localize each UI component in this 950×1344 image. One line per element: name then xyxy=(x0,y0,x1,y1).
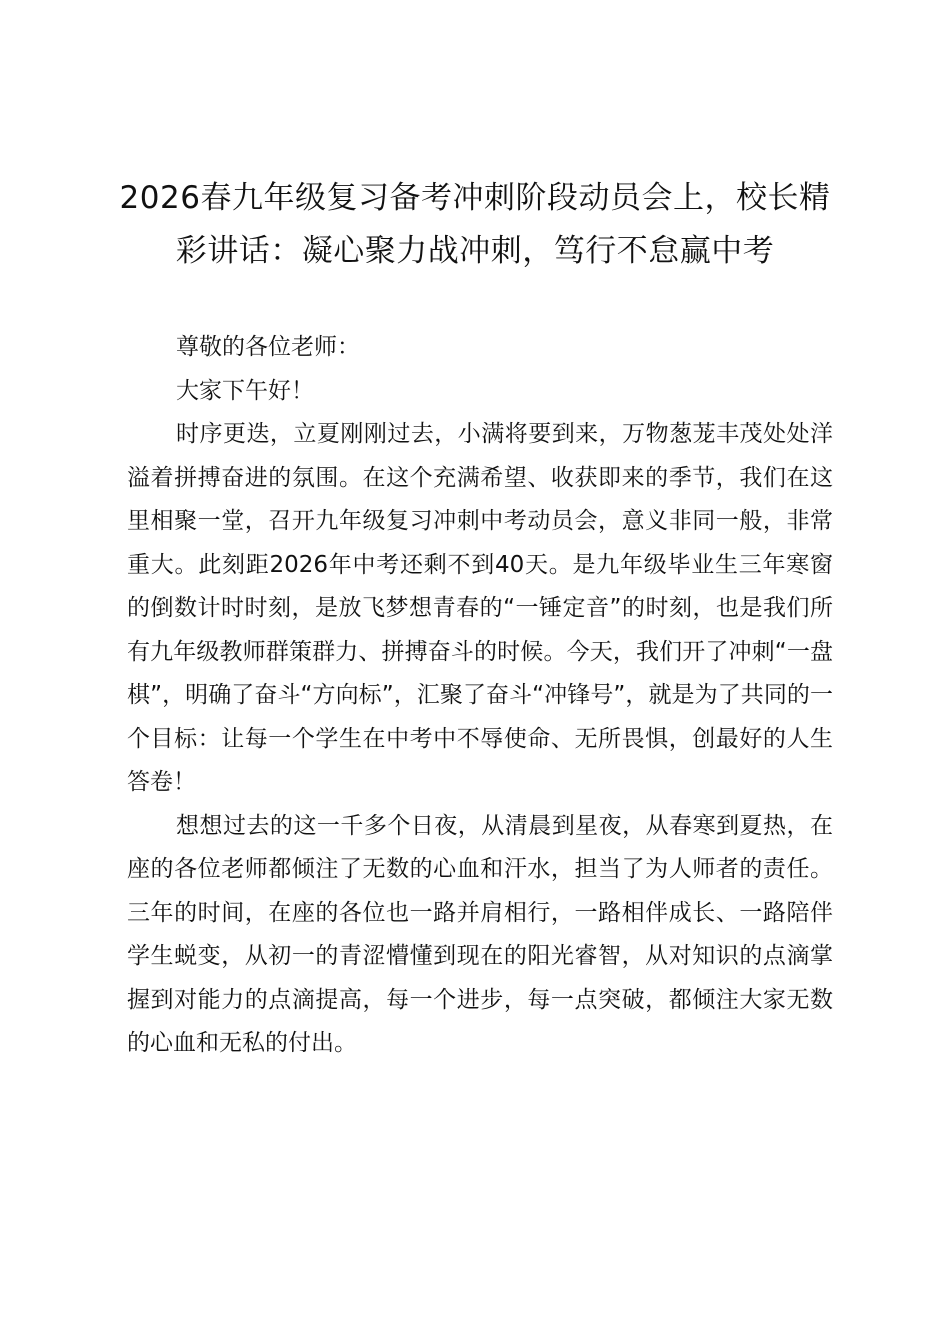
document-body xyxy=(127,326,833,1066)
document-title: 2026春九年级复习备考冲刺阶段动员会上，校长精彩讲话：凝心聚力战冲刺，笃行不怠赢中考 xyxy=(119,180,831,269)
paragraph: 想想过去的这一千多个日夜，从清晨到星夜，从春寒到夏热，在座的各位老师都倾注了无数的心血和汗水，担当了为人师者的责任。三年的时间，在座的各位也一路并肩相行，一路相伴成长、一路陪伴学生蜕变，从初一的青涩懵懂到现在的阳光睿智，从对知识的点滴掌握到对能力的点滴提高，每一个进步，每一点突破，都倾注大家无数的心血和无私的付出。 xyxy=(127,812,833,1056)
salutation: 尊敬的各位老师： xyxy=(176,334,360,360)
greeting: 大家下午好！ xyxy=(176,377,314,404)
paragraph: 时序更迭，立夏刚刚过去，小满将要到来，万物葱茏丰茂处处洋溢着拼搏奋进的氛围。在这个充满希望、收获即来的季节，我们在这里相聚一堂，召开九年级复习冲刺中考动员会，意义非同一般，非常重大。此刻距2026年中考还剩不到40天。是九年级毕业生三年寒窗的倒数计时时刻，是放飞梦想青春的“一锤定音”的时刻，也是我们所有九年级教师群策群力、拼搏奋斗的时候。今天，我们开了冲刺“一盘棋”，明确了奋斗“方向标”，汇聚了奋斗“冲锋号”，就是为了共同的一个目标：让每一个学生在中考中不辱使命、无所畏惧，创最好的人生答卷！ xyxy=(127,421,833,795)
